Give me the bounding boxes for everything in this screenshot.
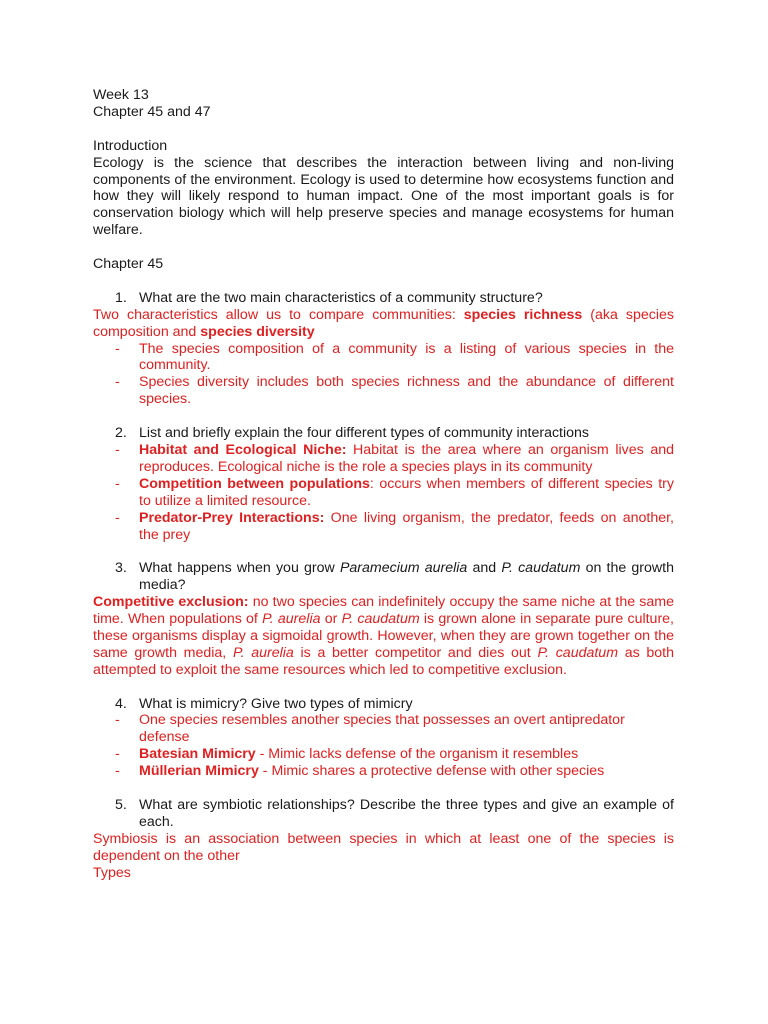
question-1 [93, 290, 674, 307]
list-item: - Species diversity includes both species richness and the abundance of different species. [115, 374, 674, 408]
question-text: What are the two main characteristics of a community structure? [139, 289, 543, 306]
term: Habitat and Ecological Niche: [139, 441, 347, 458]
term-species-diversity: species diversity [200, 323, 315, 340]
question-text: List and briefly explain the four different types of community interactions [139, 425, 590, 442]
list-item: - Competition between populations: occurs when members of different species try to utilize a limited resource. [115, 475, 674, 509]
term-batesian-mimicry: Batesian Mimicry [139, 746, 256, 763]
term: Predator-Prey Interactions: [139, 509, 325, 526]
document-body [93, 87, 674, 881]
question-number: 5. [115, 796, 127, 813]
types-label: Types [93, 864, 131, 881]
term-mullerian-mimicry: Müllerian Mimicry [139, 763, 259, 780]
list-item: - Predator-Prey Interactions: One living organism, the predator, feeds on another, the prey [115, 509, 674, 543]
term-species-richness: species richness [463, 306, 583, 323]
question-text: What is mimicry? Give two types of mimicry [139, 695, 413, 712]
list-item: - Habitat and Ecological Niche: Habitat is the area where an organism lives and reproduces. Ecological niche is the role a species plays in its community [115, 441, 674, 475]
question-5 [93, 797, 674, 831]
question-number: 2. [115, 425, 127, 442]
list-item: - Batesian Mimicry - Mimic lacks defense of the organism it resembles [115, 746, 579, 763]
chapters-label: Chapter 45 and 47 [93, 103, 211, 120]
question-4 [93, 696, 674, 713]
chapter45-heading: Chapter 45 [93, 256, 164, 273]
list-item: - Müllerian Mimicry - Mimic shares a protective defense with other species [115, 763, 605, 780]
list-item: - One species resembles another species that possesses an overt antipredator defense [115, 712, 625, 746]
list-item: - The species composition of a community is a listing of various species in the community. [115, 340, 674, 374]
week-label: Week 13 [93, 87, 149, 103]
term-competitive-exclusion: Competitive exclusion: [93, 594, 249, 611]
question-number: 3. [115, 560, 127, 577]
question-3: 3. What happens when you grow Paramecium aurelia and P. caudatum on the growth media? [115, 560, 674, 594]
question-number: 1. [115, 289, 127, 306]
question-number: 4. [115, 695, 127, 712]
answer-1: Two characteristics allow us to compare communities: species richness (aka species composition and species diversity [93, 306, 675, 340]
intro-paragraph: Ecology is the science that describes the interaction between living and non-living components of the environment. Ecology is used to determine how ecosystems function and how they will likely respond to human impact. One of the most important goals is for conservation biology which will help preserve species and manage ecosystems for human welfare. [93, 154, 674, 239]
question-2 [93, 425, 674, 442]
intro-heading: Introduction [93, 137, 168, 154]
question-text: What are symbiotic relationships? Describe the three types and give an example of each. [139, 796, 674, 830]
answer-3: Competitive exclusion: no two species can indefinitely occupy the same niche at the same time. When populations of P. aurelia or P. caudatum is grown alone in separate pure culture, these organisms display a sigmoidal growth. However, when they are grown together on the same growth media, P. aurelia is a better competitor and dies out P. caudatum as both attempted to exploit the same resources which led to competitive exclusion. [93, 594, 675, 678]
term: Competition between populations [139, 475, 370, 492]
answer-5: Symbiosis is an association between species in which at least one of the species is dependent on the other [93, 830, 674, 864]
